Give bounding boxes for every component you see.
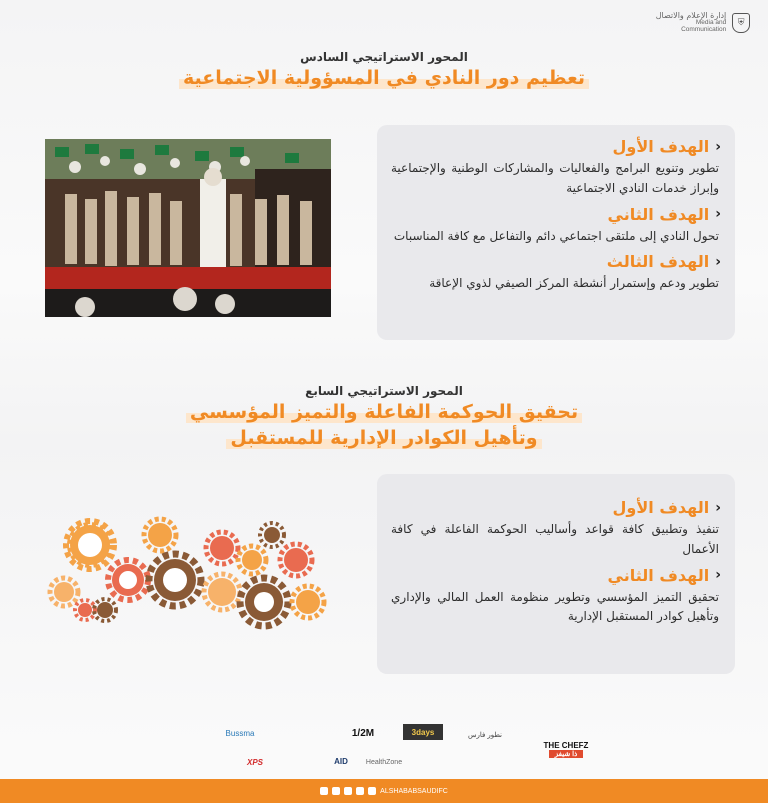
sponsor-logo (278, 756, 318, 768)
axis7-subtitle: المحور الاستراتيجي السابع (305, 384, 463, 398)
sponsor-name: XPS (246, 757, 263, 767)
event-photo-image (45, 139, 331, 317)
sponsor-subname: ذا شيفز (549, 750, 583, 758)
chevron-left-icon: ‹ (715, 206, 721, 223)
brand-logo (650, 10, 750, 36)
goal-heading (391, 137, 721, 156)
sponsor-name: HealthZone (365, 758, 403, 766)
chevron-left-icon: ‹ (715, 499, 721, 516)
goal-title: الهدف الثاني (607, 565, 710, 585)
goal-title: الهدف الأول (612, 137, 710, 156)
sponsor-logo (410, 752, 438, 770)
goal-text: تحقيق التميز المؤسسي وتطوير منظومة العمل المالي والإداري وتأهيل كوادر المستقبل الإدارية (391, 589, 719, 624)
axis6-title-text: تعظيم دور النادي في المسؤولية الاجتماعية (179, 67, 589, 89)
axis6-subtitle: المحور الاستراتيجي السادس (300, 50, 468, 64)
twitter-icon[interactable] (368, 787, 376, 795)
axis7-title-line2: وتأهيل الكوادر الإدارية للمستقبل (226, 427, 541, 449)
axis7-title-line1: تحقيق الحوكمة الفاعلة والتميز المؤسسي (186, 401, 582, 423)
sponsor-healthzone-logo (366, 756, 402, 768)
brand-arabic: إدارة الإعلام والاتصال (655, 10, 727, 20)
axis7-goals-card (377, 474, 735, 674)
goal-title: الهدف الثالث (606, 252, 710, 272)
goal-text: تطوير وتنويع البرامج والفعاليات والمشاركات الوطنية والإجتماعية وإبراز خدمات النادي الاجتماعية (391, 161, 719, 195)
goal-heading (391, 205, 721, 224)
sponsor-name: AID (334, 756, 348, 766)
club-emblem-icon: ⛨ (732, 13, 750, 33)
instagram-icon[interactable] (344, 787, 352, 795)
social-handle[interactable]: ALSHABABSAUDIFC (380, 787, 448, 795)
goal-title: الهدف الأول (612, 498, 710, 517)
sponsor-3days-logo (403, 724, 443, 740)
chevron-left-icon: ‹ (715, 138, 721, 155)
sponsor-aid-logo (330, 752, 352, 770)
chevron-left-icon: ‹ (715, 253, 721, 270)
sponsor-logo (462, 724, 508, 746)
gears-icon (40, 510, 340, 635)
goal-title: الهدف الثاني (607, 204, 710, 224)
axis6-goals-card (377, 125, 735, 340)
youtube-icon[interactable] (332, 787, 340, 795)
goal-heading (391, 252, 721, 271)
snapchat-icon[interactable] (356, 787, 364, 795)
sponsor-logo (278, 726, 322, 740)
sponsor-name: Bussma (225, 728, 255, 738)
axis7-title (0, 400, 768, 451)
sponsor-xps-logo (240, 756, 270, 768)
goal-text: تطوير ودعم وإستمرار أنشطة المركز الصيفي لذوي الإعاقة (429, 276, 719, 291)
goal-heading (391, 566, 721, 585)
goal-text: تحول النادي إلى ملتقى اجتماعي دائم والتفاعل مع كافة المناسبات (393, 228, 719, 243)
brand-english: Media and Communication (681, 19, 727, 34)
brand-text (650, 12, 726, 34)
axis6-title (0, 66, 768, 92)
goal-heading (391, 498, 721, 517)
chevron-left-icon: ‹ (715, 567, 721, 584)
goal-text: تنفيذ وتطبيق كافة قواعد وأساليب الحوكمة الفاعلة في كافة الأعمال (391, 522, 719, 556)
sponsor-name: THE CHEFZ (543, 740, 589, 750)
gears-illustration (40, 510, 340, 635)
event-photo (45, 139, 331, 317)
sponsor-thechefz-logo (540, 735, 592, 763)
footer-bar (0, 779, 768, 803)
sponsor-name: 3days (411, 727, 435, 737)
sponsor-name: 1/2M (351, 727, 375, 739)
sponsor-logo (484, 752, 506, 770)
facebook-icon[interactable] (320, 787, 328, 795)
sponsor-halfmillion-logo (349, 722, 377, 744)
sponsor-name: نطور فارس (467, 732, 503, 739)
sponsor-bussma-logo (218, 726, 262, 740)
